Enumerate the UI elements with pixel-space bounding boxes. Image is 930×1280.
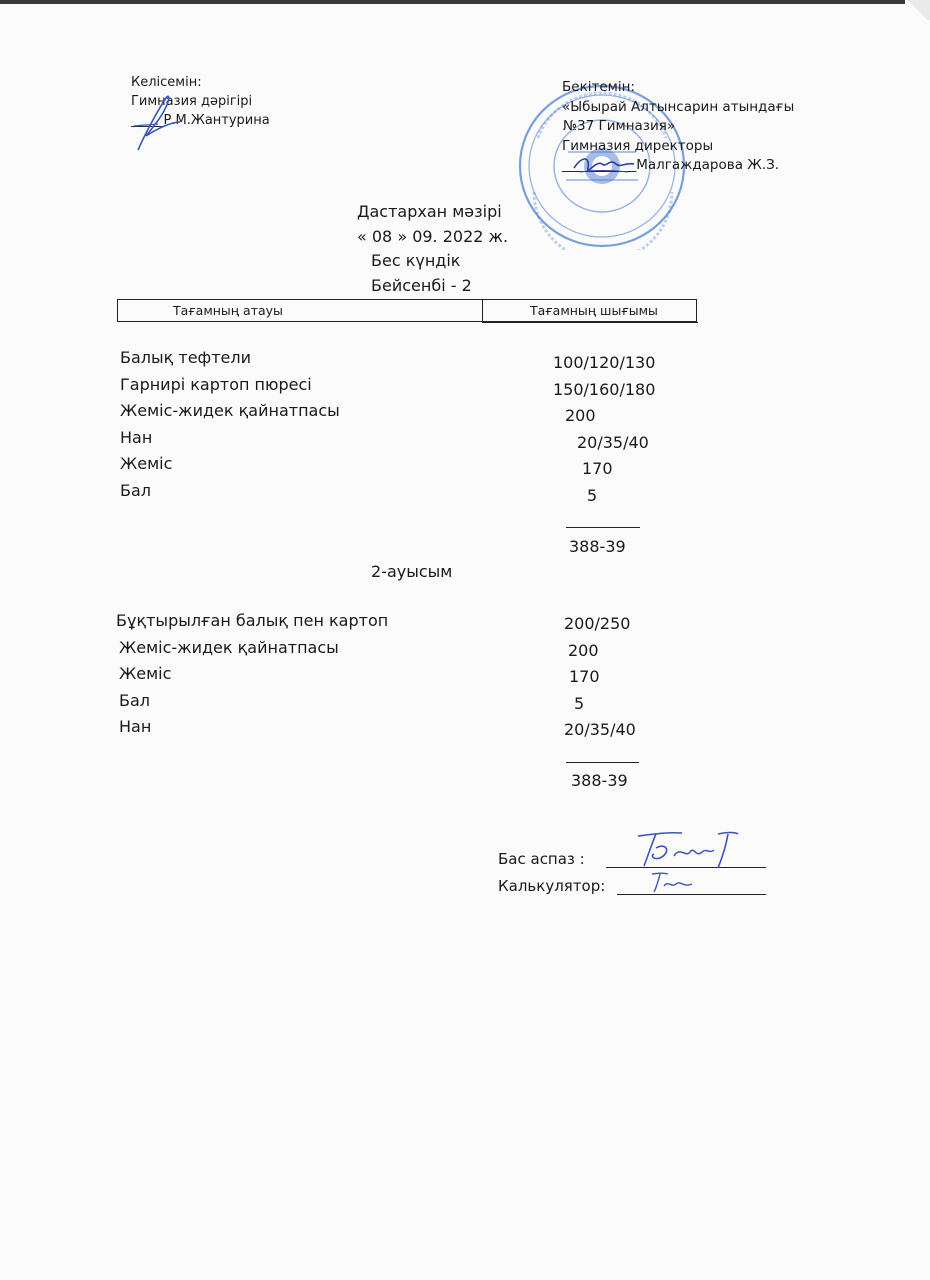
list-item-amount: 150/160/180 [553,379,656,399]
total-rule [566,527,640,528]
shift2-amounts [564,611,636,744]
list-item-name: Нан [120,427,153,447]
list-item-name: Жеміс [120,454,173,473]
shift1-total: 388-39 [569,537,626,556]
page-corner-fold [905,0,930,20]
list-item-amount: 170 [582,459,613,478]
list-item-name: Жеміс-жидек қайнатпасы [120,401,340,420]
column-divider [482,300,483,321]
list-item-name: Жеміс [119,664,172,683]
list-item-amount: 5 [587,485,598,505]
menu-date: « 08 » 09. 2022 ж. [357,226,509,246]
list-item-name: Жеміс-жидек қайнатпасы [119,637,339,657]
list-item-amount: 200 [568,640,599,660]
list-item-amount: 20/35/40 [564,720,636,739]
column-header-yield: Тағамның шығымы [530,303,658,318]
approval-left-line2: Гимназия дәрігірі [131,94,253,109]
list-item-name: Нан [119,717,152,736]
calculator-signature-line [617,894,766,895]
header-underline [482,322,698,323]
doctor-signature [128,92,183,154]
chef-label: Бас аспаз : [498,850,585,868]
approval-left-name: Р.М.Жантурина [163,113,270,128]
menu-title-heading: Дастархан мәзірі [357,202,502,221]
list-item-amount: 170 [569,667,600,686]
list-item-name: Бұқтырылған балық пен картоп [116,611,389,630]
calculator-signature [648,870,696,894]
approval-right-line2: «Ыбырай Алтынсарин атындағы [562,98,795,115]
menu-day: Бейсенбі - 2 [371,275,472,295]
list-item-name: Гарнирі картоп пюресі [120,374,312,394]
approval-right-line4: Гимназия директоры [562,137,714,154]
approval-right-name: Малгаждарова Ж.З. [636,157,780,173]
signature-blank: _____ [131,113,164,128]
column-header-name: Тағамның атауы [173,303,283,318]
chef-signature [630,830,740,872]
list-item-amount: 200 [565,406,596,425]
approval-right-line1: Бекітемін: [562,79,635,95]
calculator-label: Калькулятор: [498,877,606,895]
menu-period: Бес күндік [371,251,461,270]
list-item-name: Бал [119,690,151,710]
shift1-amounts [553,350,655,509]
signature-blank: ___________ [562,157,637,173]
table-header [117,299,697,322]
list-item-amount: 200/250 [564,614,631,633]
shift1-names [120,345,340,504]
list-item-name: Бал [120,480,152,500]
shift2-names [116,608,388,741]
list-item-name: Балық тефтели [120,348,252,367]
shift2-heading: 2-ауысым [371,562,453,581]
scan-top-edge [0,0,930,4]
menu-title [357,200,508,298]
list-item-amount: 5 [574,693,585,713]
list-item-amount: 100/120/130 [553,353,656,372]
approval-left-line1: Келісемін: [131,75,202,90]
list-item-amount: 20/35/40 [577,432,649,452]
director-signature [570,150,640,182]
approval-right-line3: №37 Гимназия» [563,118,676,134]
total-rule [566,762,639,763]
shift2-total: 388-39 [571,771,628,790]
